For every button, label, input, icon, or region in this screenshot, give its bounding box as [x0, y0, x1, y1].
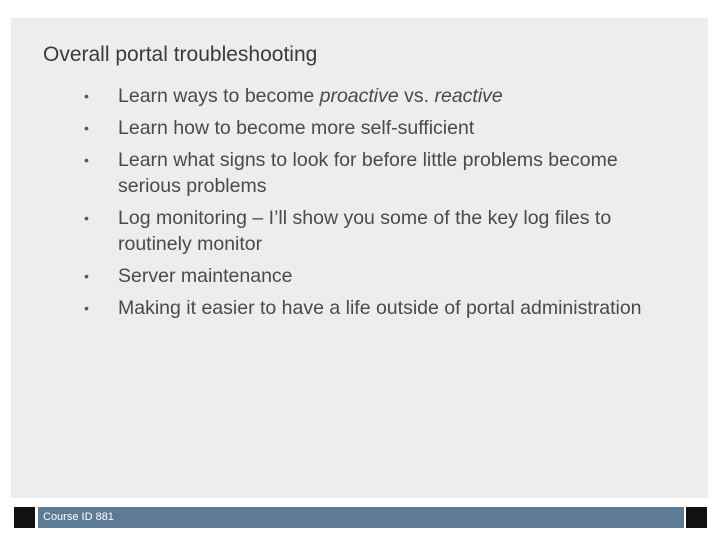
- bullet-text: Learn how to become more self-sufficient: [118, 117, 475, 139]
- bullet-dot-icon: •: [84, 300, 89, 316]
- slide-title: Overall portal troubleshooting: [43, 43, 318, 66]
- footer-right-square: [686, 507, 707, 528]
- bullet-item: [84, 115, 644, 141]
- bullet-item: [84, 263, 644, 289]
- bullet-dot-icon: •: [84, 88, 89, 104]
- bullet-dot-icon: •: [84, 210, 89, 226]
- bullet-dot-icon: •: [84, 268, 89, 284]
- bullet-text: Learn what signs to look for before little problems become serious problems: [118, 149, 618, 197]
- bullet-item: [84, 147, 644, 199]
- bullet-item: [84, 83, 644, 109]
- bullet-item: [84, 205, 644, 257]
- bullet-text-pre: Learn ways to become: [118, 85, 320, 107]
- bullet-dot-icon: •: [84, 152, 89, 168]
- footer-left-square: [14, 507, 35, 528]
- bullet-text: Server maintenance: [118, 265, 293, 287]
- footer-bar: [38, 507, 684, 528]
- bullet-item: [84, 295, 644, 321]
- bullet-text-mid: vs.: [398, 85, 435, 107]
- bullet-text-emphasis-proactive: proactive: [319, 85, 399, 107]
- bullet-dot-icon: •: [84, 120, 89, 136]
- bullet-text: Making it easier to have a life outside of portal administration: [118, 297, 642, 319]
- bullet-text: Log monitoring – I’ll show you some of the key log files to routinely monitor: [118, 207, 612, 255]
- bullet-text-emphasis-reactive: reactive: [434, 85, 503, 107]
- bullet-list: [84, 83, 644, 327]
- course-id-label: Course ID 881: [43, 511, 114, 523]
